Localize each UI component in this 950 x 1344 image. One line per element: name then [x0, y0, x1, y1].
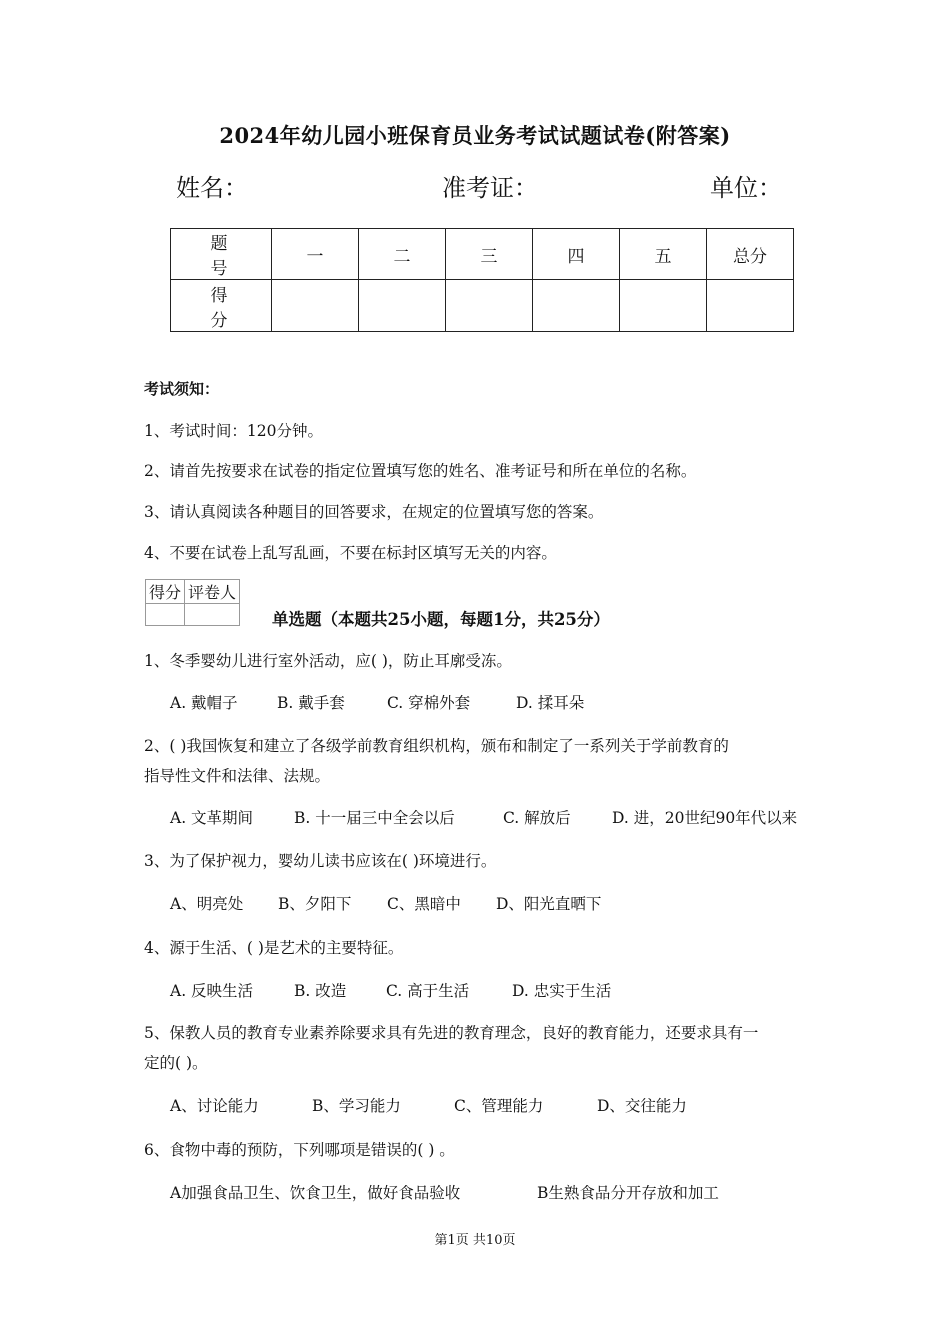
- option-a[interactable]: A. 反映生活: [170, 982, 254, 1000]
- section-5-score-cell[interactable]: [620, 280, 707, 332]
- question-stem: 4、源于生活、( )是艺术的主要特征。: [144, 939, 404, 957]
- question-options: [170, 691, 584, 713]
- option-b[interactable]: B. 十一届三中全会以后: [294, 809, 455, 827]
- name-label: 姓名：: [176, 174, 248, 202]
- section-2-header: 二: [359, 229, 446, 280]
- option-b[interactable]: B生熟食品分开存放和加工: [537, 1184, 719, 1202]
- total-score-cell[interactable]: [707, 280, 794, 332]
- question-options: [170, 979, 611, 1001]
- option-d[interactable]: D. 忠实于生活: [512, 982, 612, 1000]
- score-table: [170, 228, 794, 332]
- section-2-score-cell[interactable]: [359, 280, 446, 332]
- grader-box: [145, 579, 240, 626]
- question-stem: 指导性文件和法律、法规。: [144, 767, 331, 785]
- score-table-header-row: [171, 229, 794, 280]
- score-row-label: 得 分: [171, 280, 272, 332]
- section-1-header: 一: [272, 229, 359, 280]
- question-stem: 5、保教人员的教育专业素养除要求具有先进的教育理念，良好的教育能力，还要求具有一: [144, 1024, 759, 1042]
- option-c[interactable]: C、管理能力: [454, 1097, 544, 1115]
- option-b[interactable]: B、学习能力: [312, 1097, 401, 1115]
- notice-title: 考试须知：: [144, 380, 220, 398]
- option-d[interactable]: D、阳光直晒下: [496, 895, 602, 913]
- option-c[interactable]: C. 高于生活: [386, 982, 470, 1000]
- question-stem: 3、为了保护视力，婴幼儿读书应该在( )环境进行。: [144, 852, 497, 870]
- option-a[interactable]: A、讨论能力: [170, 1097, 259, 1115]
- option-d[interactable]: D. 揉耳朵: [516, 694, 585, 712]
- option-c[interactable]: C. 解放后: [503, 809, 571, 827]
- notice-item: 1、考试时间：120分钟。: [144, 422, 323, 440]
- score-table-score-row: [171, 280, 794, 332]
- section-title: 单选题（本题共25小题，每题1分，共25分）: [272, 610, 610, 629]
- option-c[interactable]: C. 穿棉外套: [387, 694, 471, 712]
- option-a[interactable]: A、明亮处: [170, 895, 244, 913]
- question-stem: 2、( )我国恢复和建立了各级学前教育组织机构，颁布和制定了一系列关于学前教育的: [144, 737, 729, 755]
- section-3-header: 三: [446, 229, 533, 280]
- notice-item: 4、不要在试卷上乱写乱画，不要在标封区填写无关的内容。: [144, 544, 557, 562]
- question-options: [170, 1094, 687, 1116]
- grader-name-label: 评卷人: [185, 580, 240, 604]
- option-a[interactable]: A. 戴帽子: [170, 694, 238, 712]
- question-stem: 定的( )。: [144, 1054, 208, 1072]
- notice-item: 3、请认真阅读各种题目的回答要求，在规定的位置填写您的答案。: [144, 503, 604, 521]
- page-footer: 第1页 共10页: [434, 1233, 516, 1248]
- section-5-header: 五: [620, 229, 707, 280]
- option-a[interactable]: A加强食品卫生、饮食卫生，做好食品验收: [170, 1184, 461, 1202]
- question-options: [170, 806, 797, 828]
- option-b[interactable]: B. 戴手套: [277, 694, 345, 712]
- question-number-header: 题 号: [171, 229, 272, 280]
- section-4-header: 四: [533, 229, 620, 280]
- option-a[interactable]: A. 文革期间: [170, 809, 254, 827]
- section-1-score-cell[interactable]: [272, 280, 359, 332]
- document-title: 2024年幼儿园小班保育员业务考试试题试卷(附答案): [219, 123, 731, 148]
- option-d[interactable]: D. 进，20世纪90年代以来: [612, 809, 798, 827]
- option-c[interactable]: C、黑暗中: [387, 895, 461, 913]
- grader-score-cell[interactable]: [146, 604, 185, 626]
- section-4-score-cell[interactable]: [533, 280, 620, 332]
- total-score-header: 总分: [707, 229, 794, 280]
- grader-name-cell[interactable]: [185, 604, 240, 626]
- candidate-info-line: [176, 168, 782, 208]
- question-options: [170, 892, 601, 914]
- option-d[interactable]: D、交往能力: [597, 1097, 687, 1115]
- notice-item: 2、请首先按要求在试卷的指定位置填写您的姓名、准考证号和所在单位的名称。: [144, 462, 697, 480]
- grader-score-label: 得分: [146, 580, 185, 604]
- option-b[interactable]: B. 改造: [294, 982, 347, 1000]
- question-stem: 1、冬季婴幼儿进行室外活动，应( )，防止耳廓受冻。: [144, 652, 512, 670]
- unit-label: 单位：: [710, 174, 782, 202]
- question-options: [170, 1181, 719, 1203]
- option-b[interactable]: B、夕阳下: [278, 895, 352, 913]
- section-3-score-cell[interactable]: [446, 280, 533, 332]
- exam-number-label: 准考证：: [442, 174, 538, 202]
- question-stem: 6、食物中毒的预防，下列哪项是错误的( ) 。: [144, 1141, 455, 1159]
